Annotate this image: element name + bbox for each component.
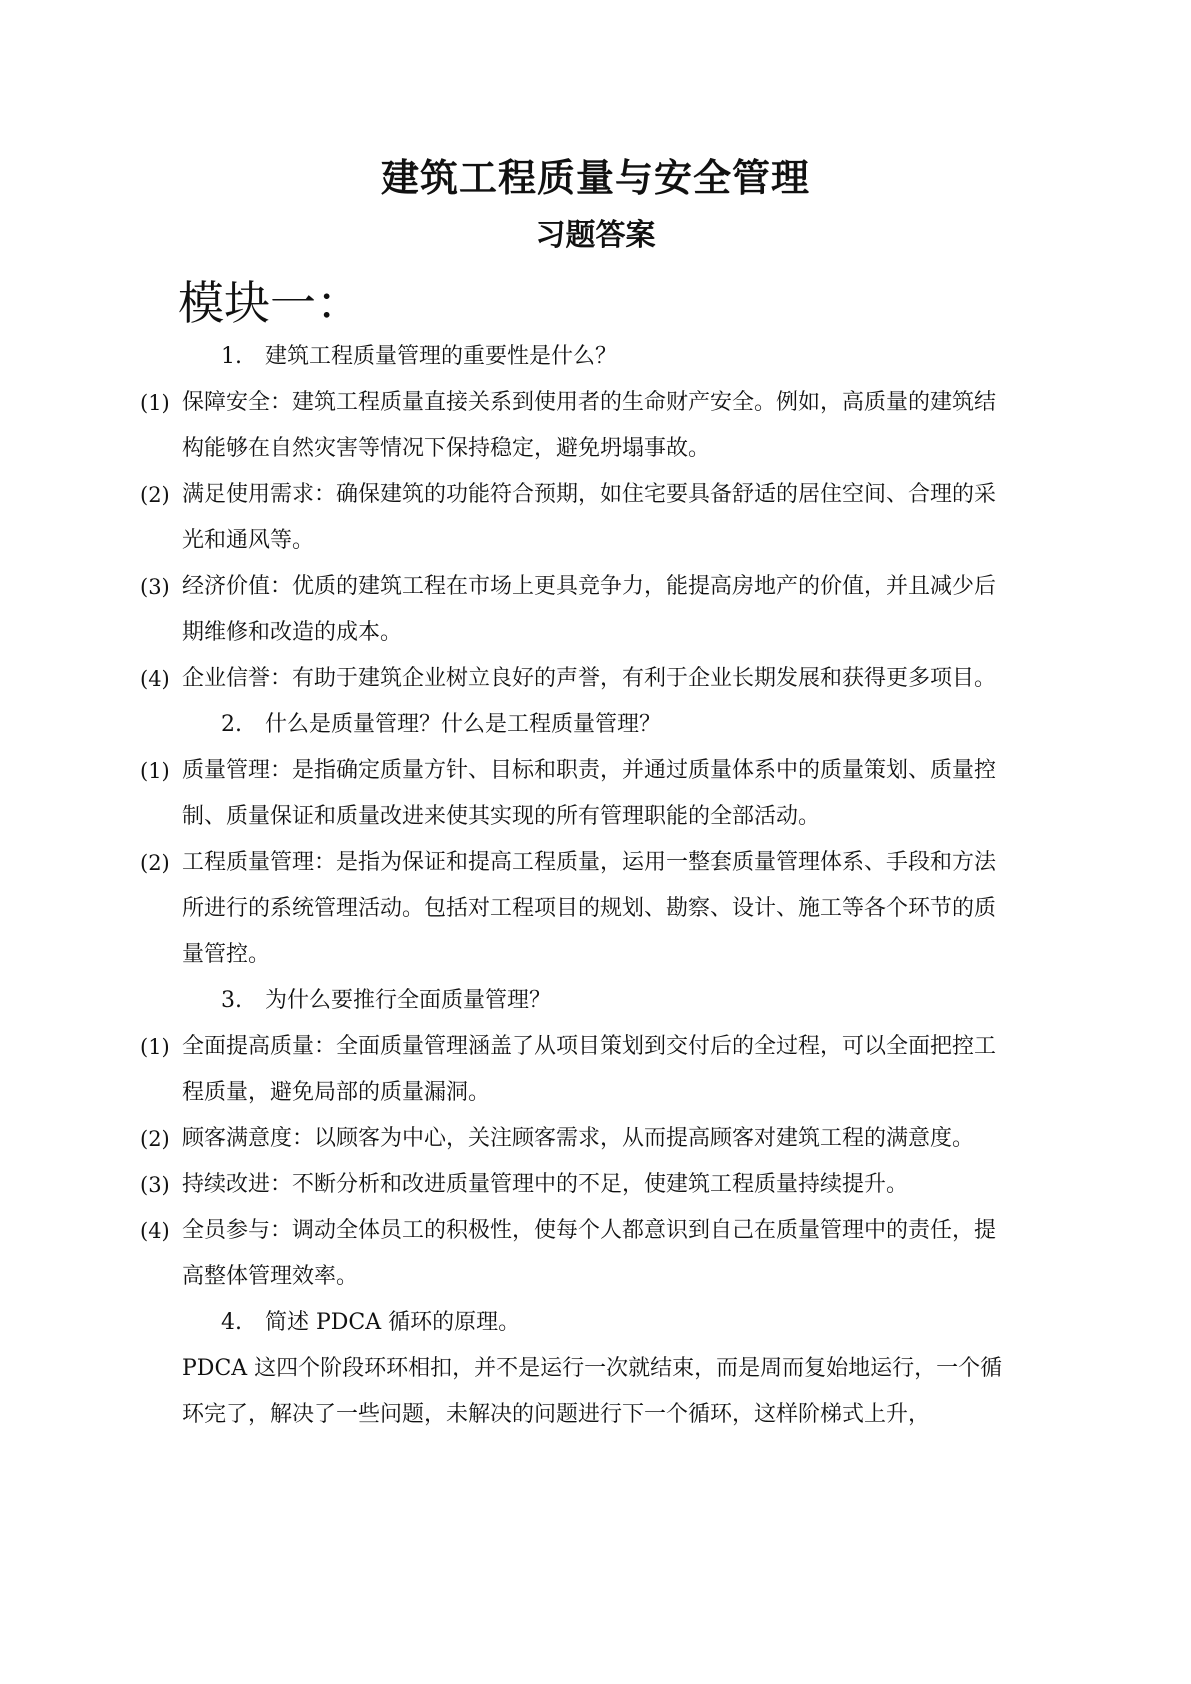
question-number: 2. [221, 712, 242, 737]
answer-item [140, 1116, 1012, 1162]
item-text: 顾客满意度：以顾客为中心，关注顾客需求，从而提高顾客对建筑工程的满意度。 [182, 1126, 975, 1151]
question-text: 简述 PDCA 循环的原理。 [265, 1310, 521, 1335]
answer-item [140, 1162, 1012, 1208]
question-heading [221, 702, 1191, 748]
answer-item [140, 380, 1012, 472]
question-heading [221, 1300, 1191, 1346]
question-number: 3. [221, 988, 242, 1013]
question-text: 什么是质量管理？什么是工程质量管理？ [265, 712, 662, 737]
answer-item [140, 1208, 1012, 1300]
question-number: 4. [221, 1310, 242, 1335]
document-body [0, 334, 1191, 1438]
question-text: 建筑工程质量管理的重要性是什么？ [265, 344, 618, 369]
item-text: 质量管理：是指确定质量方针、目标和职责，并通过质量体系中的质量策划、质量控制、质量保证和质量改进来使其实现的所有管理职能的全部活动。 [182, 758, 997, 829]
question-text: 为什么要推行全面质量管理？ [265, 988, 552, 1013]
item-marker: (1) [140, 1035, 170, 1059]
item-marker: (1) [140, 391, 170, 415]
item-text: 工程质量管理：是指为保证和提高工程质量，运用一整套质量管理体系、手段和方法所进行的系统管理活动。包括对工程项目的规划、勘察、设计、施工等各个环节的质量管控。 [182, 850, 997, 967]
answer-item [140, 840, 1012, 978]
item-marker: (4) [140, 667, 170, 691]
answer-item [140, 656, 1012, 702]
item-text: 满足使用需求：确保建筑的功能符合预期，如住宅要具备舒适的居住空间、合理的采光和通风等。 [182, 482, 997, 553]
document-subtitle: 习题答案 [535, 218, 656, 253]
answer-item [140, 748, 1012, 840]
answer-item [140, 564, 1012, 656]
item-text: 全员参与：调动全体员工的积极性，使每个人都意识到自己在质量管理中的责任，提高整体管理效率。 [182, 1218, 997, 1289]
item-marker: (1) [140, 759, 170, 783]
module-heading: 模块一： [178, 276, 362, 330]
question-heading [221, 978, 1191, 1024]
item-text: 全面提高质量：全面质量管理涵盖了从项目策划到交付后的全过程，可以全面把控工程质量，避免局部的质量漏洞。 [182, 1034, 997, 1105]
item-marker: (3) [140, 575, 170, 599]
item-marker: (2) [140, 1127, 170, 1151]
answer-item [140, 1024, 1012, 1116]
item-marker: (2) [140, 851, 170, 875]
document-title: 建筑工程质量与安全管理 [380, 155, 810, 200]
item-text: 经济价值：优质的建筑工程在市场上更具竞争力，能提高房地产的价值，并且减少后期维修和改造的成本。 [182, 574, 997, 645]
question-heading [221, 334, 1191, 380]
item-marker: (2) [140, 483, 170, 507]
item-text: 保障安全：建筑工程质量直接关系到使用者的生命财产安全。例如，高质量的建筑结构能够在自然灾害等情况下保持稳定，避免坍塌事故。 [182, 390, 997, 461]
question-number: 1. [221, 344, 242, 369]
item-marker: (4) [140, 1219, 170, 1243]
answer-item [140, 472, 1012, 564]
item-text: 持续改进：不断分析和改进质量管理中的不足，使建筑工程质量持续提升。 [182, 1172, 909, 1197]
item-text: 企业信誉：有助于建筑企业树立良好的声誉，有利于企业长期发展和获得更多项目。 [182, 666, 997, 691]
answer-paragraph: PDCA 这四个阶段环环相扣，并不是运行一次就结束，而是周而复始地运行，一个循环完了，解决了一些问题，未解决的问题进行下一个循环，这样阶梯式上升， [182, 1356, 1003, 1427]
item-marker: (3) [140, 1173, 170, 1197]
